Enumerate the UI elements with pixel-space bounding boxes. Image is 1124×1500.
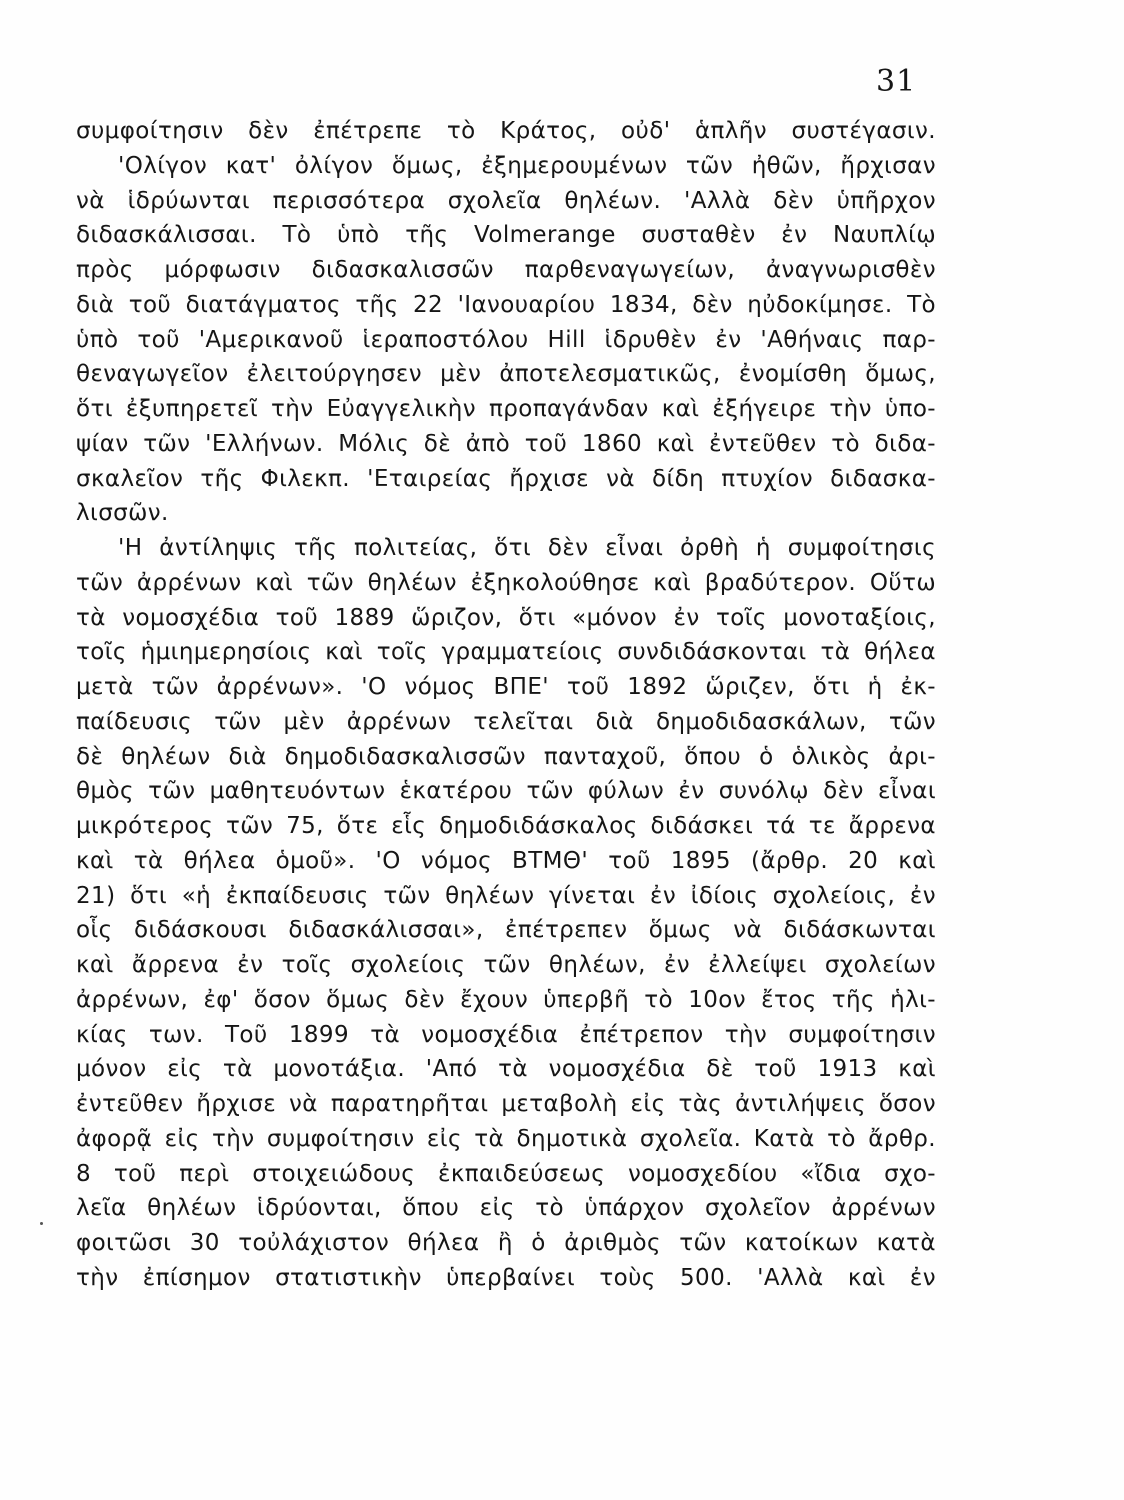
text-line: καὶ ἄρρενα ἐν τοῖς σχολείοις τῶν θηλέων, ἐν ἐλλείψει σχολείων (76, 952, 936, 978)
text-line: ἀφορᾷ εἰς τὴν συμφοίτησιν εἰς τὰ δημοτικὰ σχολεῖα. Κατὰ τὸ ἄρθρ. (76, 1125, 936, 1152)
text-line: τὰ νομοσχέδια τοῦ 1889 ὥριζον, ὅτι «μόνον ἐν τοῖς μονοταξίοις, (76, 604, 936, 631)
text-line: ἀρρένων, ἐφ' ὅσον ὅμως δὲν ἔχουν ὑπερβῆ τὸ 10ον ἔτος τῆς ἡλι- (76, 986, 936, 1013)
text-line: καὶ τὰ θήλεα ὁμοῦ». 'Ο νόμος ΒΤΜΘ' τοῦ 1895 (ἄρθρ. 20 καὶ (76, 847, 936, 874)
scan-speck (40, 1222, 43, 1225)
paragraph-start-line: 'Η ἀντίληψις τῆς πολιτείας, ὅτι δὲν εἶναι ὀρθὴ ἡ συμφοίτησις (118, 535, 936, 561)
text-line: μετὰ τῶν ἀρρένων». 'Ο νόμος ΒΠΕ' τοῦ 1892 ὥριζεν, ὅτι ἡ ἐκ- (76, 674, 936, 700)
text-line: μόνον εἰς τὰ μονοτάξια. 'Από τὰ νομοσχέδια δὲ τοῦ 1913 καὶ (76, 1056, 936, 1083)
text-line: διὰ τοῦ διατάγματος τῆς 22 'Ιανουαρίου 1834, δὲν ηὐδοκίμησε. Τὸ (76, 291, 936, 318)
text-line: πρὸς μόρφωσιν διδασκαλισσῶν παρθεναγωγείων, ἀναγνωρισθὲν (76, 257, 936, 283)
text-line: παίδευσις τῶν μὲν ἀρρένων τελεῖται διὰ δημοδιδασκάλων, τῶν (76, 708, 936, 735)
paragraph-end-line: λισσῶν. (76, 500, 169, 527)
text-line: σκαλεῖον τῆς Φιλεκπ. 'Εταιρείας ἤρχισε νὰ δίδη πτυχίον διδασκα- (76, 465, 936, 492)
text-line: ἐντεῦθεν ἤρχισε νὰ παρατηρῆται μεταβολὴ εἰς τὰς ἀντιλήψεις ὅσον (76, 1091, 936, 1117)
text-line: λεῖα θηλέων ἱδρύονται, ὅπου εἰς τὸ ὑπάρχον σχολεῖον ἀρρένων (76, 1195, 936, 1222)
text-line: 21) ὅτι «ἡ ἐκπαίδευσις τῶν θηλέων γίνεται ἐν ἰδίοις σχολείοις, ἐν (76, 882, 936, 909)
text-line: τὴν ἐπίσημον στατιστικὴν ὑπερβαίνει τοὺς 500. 'Αλλὰ καὶ ἐν (76, 1264, 936, 1291)
text-line: ὅτι ἐξυπηρετεῖ τὴν Εὐαγγελικὴν προπαγάνδαν καὶ ἐξήγειρε τὴν ὑπο- (76, 396, 936, 422)
paragraph-start-line: 'Ολίγον κατ' ὀλίγον ὅμως, ἐξημερουμένων τῶν ἠθῶν, ἤρχισαν (118, 152, 936, 179)
text-line: 8 τοῦ περὶ στοιχειώδους ἐκπαιδεύσεως νομοσχεδίου «ἴδια σχο- (76, 1160, 936, 1187)
text-line: δὲ θηλέων διὰ δημοδιδασκαλισσῶν πανταχοῦ, ὅπου ὁ ὁλικὸς ἀρι- (76, 743, 936, 770)
text-line: οἷς διδάσκουσι διδασκάλισσαι», ἐπέτρεπεν ὅμως νὰ διδάσκωνται (76, 917, 936, 944)
text-line: διδασκάλισσαι. Τὸ ὑπὸ τῆς Volmerange συσταθὲν ἐν Ναυπλίῳ (76, 222, 936, 249)
text-line: συμφοίτησιν δὲν ἐπέτρεπε τὸ Κράτος, οὐδ' ἁπλῆν συστέγασιν. (76, 118, 936, 144)
text-line: θεναγωγεῖον ἐλειτούργησεν μὲν ἀποτελεσματικῶς, ἐνομίσθη ὅμως, (76, 361, 936, 388)
text-line: μικρότερος τῶν 75, ὅτε εἷς δημοδιδάσκαλος διδάσκει τά τε ἄρρενα (76, 813, 936, 839)
text-line: ψίαν τῶν 'Ελλήνων. Μόλις δὲ ἀπὸ τοῦ 1860 καὶ ἐντεῦθεν τὸ διδα- (76, 430, 936, 457)
text-line: τοῖς ἡμιημερησίοις καὶ τοῖς γραμματείοις συνδιδάσκονται τὰ θήλεα (76, 639, 936, 666)
page-number: 31 (876, 64, 917, 99)
text-line: ὑπὸ τοῦ 'Αμερικανοῦ ἱεραποστόλου Hill ἱδρυθὲν ἐν 'Αθήναις παρ- (76, 326, 936, 353)
text-line: θμὸς τῶν μαθητευόντων ἑκατέρου τῶν φύλων ἐν συνόλῳ δὲν εἶναι (76, 778, 936, 805)
text-line: φοιτῶσι 30 τοὐλάχιστον θήλεα ἢ ὁ ἀριθμὸς τῶν κατοίκων κατὰ (76, 1230, 936, 1256)
text-line: τῶν ἀρρένων καὶ τῶν θηλέων ἐξηκολούθησε καὶ βραδύτερον. Οὕτω (76, 569, 936, 596)
body-text (76, 114, 936, 1296)
text-line: κίας των. Τοῦ 1899 τὰ νομοσχέδια ἐπέτρεπον τὴν συμφοίτησιν (76, 1021, 936, 1048)
text-line: νὰ ἱδρύωνται περισσότερα σχολεῖα θηλέων. 'Αλλὰ δὲν ὑπῆρχον (76, 187, 936, 214)
